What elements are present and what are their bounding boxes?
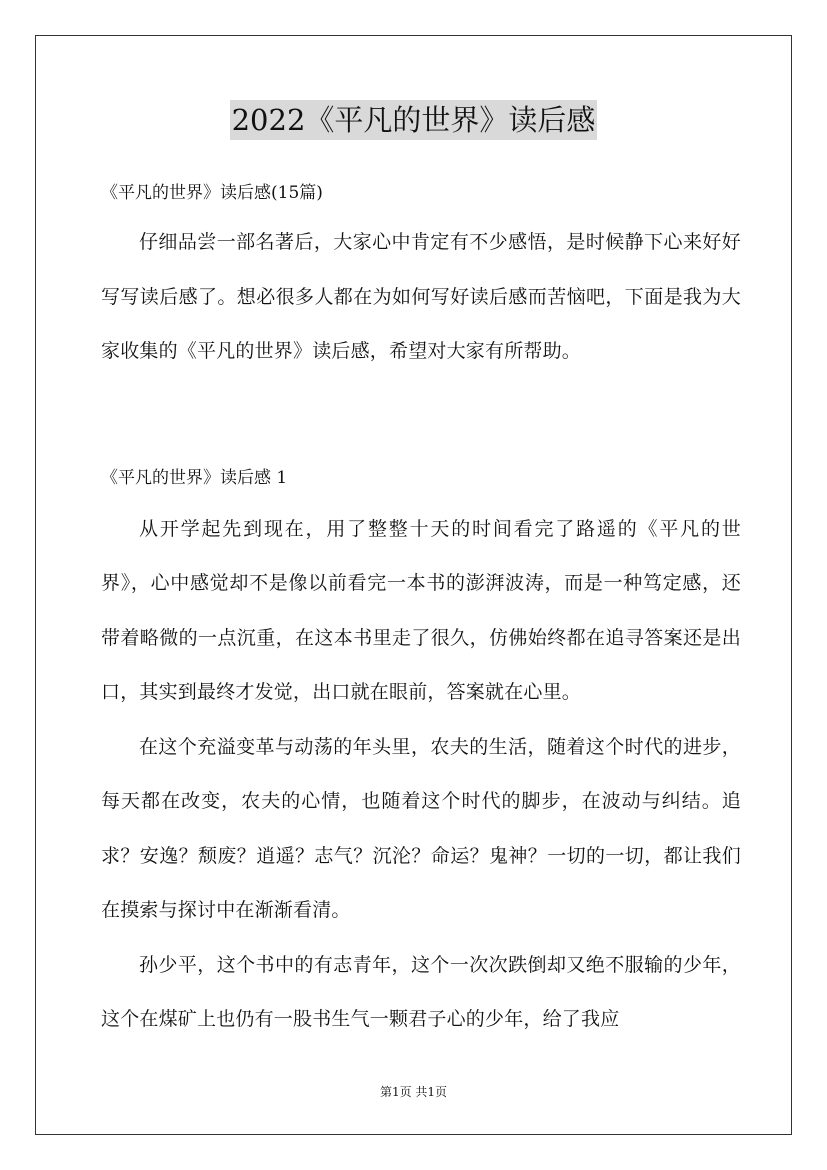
intro-paragraph: 仔细品尝一部名著后，大家心中肯定有不少感悟，是时候静下心来好好写写读后感了。想必很多人都在为如何写好读后感而苦恼吧，下面是我为大家收集的《平凡的世界》读后感，希望对大家有所帮助。 [101,231,741,362]
document-body [101,176,741,1047]
title-container [0,100,827,140]
section-heading: 《平凡的世界》读后感 1 [101,467,288,488]
body-paragraph: 孙少平，这个书中的有志青年，这个一次次跌倒却又绝不服输的少年，这个在煤矿上也仍有一股书生气一颗君子心的少年，给了我应 [101,953,741,1030]
page-footer: 第1页 共1页 [379,1085,448,1099]
body-paragraph: 从开学起先到现在，用了整整十天的时间看完了路遥的《平凡的世界》，心中感觉却不是像以前看完一本书的澎湃波涛，而是一种笃定感，还带着略微的一点沉重，在这本书里走了很久，仿佛始终都在追寻答案还是出口，其实到最终才发觉，出口就在眼前，答案就在心里。 [101,517,741,703]
document-title: 2022《平凡的世界》读后感 [230,100,598,140]
body-paragraph: 在这个充溢变革与动荡的年头里，农夫的生活，随着这个时代的进步，每天都在改变，农夫的心情，也随着这个时代的脚步，在波动与纠结。追求？安逸？颓废？逍遥？志气？沉沦？命运？鬼神？一切的一切，都让我们在摸索与探讨中在渐渐看清。 [101,735,741,921]
document-subtitle: 《平凡的世界》读后感(15篇) [101,183,323,203]
